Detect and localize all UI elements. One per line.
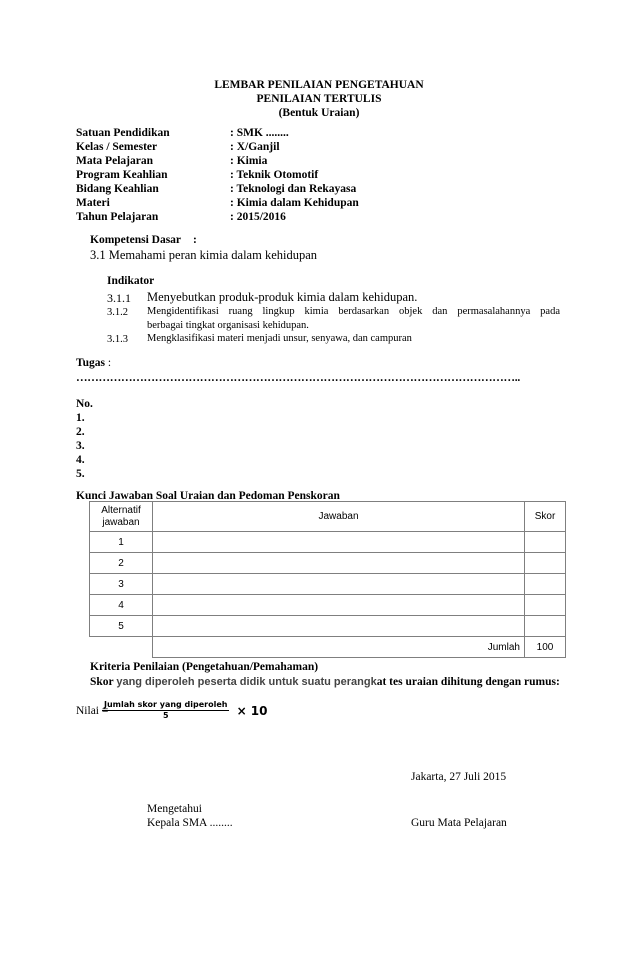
kunci-header-alt-line2: jawaban bbox=[102, 516, 140, 528]
meta-value-kelas: : X/Ganjil bbox=[230, 141, 280, 153]
question-number-3: 3. bbox=[76, 440, 85, 452]
tugas-colon: : bbox=[107, 357, 112, 369]
kunci-header-jawaban: Jawaban bbox=[153, 502, 525, 532]
kunci-row-number: 4 bbox=[90, 595, 153, 616]
kunci-total-blank bbox=[90, 637, 153, 658]
indikator-text-3: Mengklasifikasi materi menjadi unsur, senyawa, dan campuran bbox=[147, 333, 412, 344]
meta-label-materi: Materi bbox=[76, 197, 110, 209]
kunci-header-alternatif bbox=[90, 502, 153, 532]
kunci-row-skor bbox=[525, 616, 566, 637]
meta-label-mapel: Mata Pelajaran bbox=[76, 155, 153, 167]
signature-mengetahui: Mengetahui bbox=[147, 803, 202, 815]
indikator-text-1: Menyebutkan produk-produk kimia dalam kehidupan. bbox=[147, 290, 418, 304]
nilai-multiplier: × 10 bbox=[236, 703, 268, 718]
nilai-fraction bbox=[102, 700, 229, 721]
kriteria-title: Kriteria Penilaian (Pengetahuan/Pemahaman) bbox=[90, 661, 319, 673]
table-row bbox=[90, 574, 566, 595]
kd-text: 3.1 Memahami peran kimia dalam kehidupan bbox=[90, 248, 318, 262]
meta-label-tahun: Tahun Pelajaran bbox=[76, 211, 159, 223]
kunci-row-number: 2 bbox=[90, 553, 153, 574]
nilai-formula bbox=[102, 700, 268, 721]
tugas-label: Tugas bbox=[76, 357, 105, 369]
indikator-num-1: 3.1.1 bbox=[107, 291, 131, 305]
doc-title-line2: PENILAIAN TERTULIS bbox=[256, 93, 382, 105]
meta-label-program: Program Keahlian bbox=[76, 169, 168, 181]
question-number-2: 2. bbox=[76, 426, 85, 438]
kriteria-skor-c: at tes uraian dihitung dengan rumus: bbox=[376, 676, 560, 688]
doc-title-line1: LEMBAR PENILAIAN PENGETAHUAN bbox=[214, 79, 424, 91]
indikator-text-2: Mengidentifikasi ruang lingkup kimia berdasarkan objek dan permasalahannya pada bbox=[147, 306, 560, 317]
kd-label: Kompetensi Dasar bbox=[90, 234, 182, 246]
kunci-total-value: 100 bbox=[525, 637, 566, 658]
indikator-text-2b: berbagai tingkat organisasi kehidupan. bbox=[147, 320, 309, 331]
kunci-row-skor bbox=[525, 574, 566, 595]
meta-value-materi: : Kimia dalam Kehidupan bbox=[230, 197, 359, 209]
signature-kepala: Kepala SMA ........ bbox=[147, 817, 233, 829]
kunci-row-number: 3 bbox=[90, 574, 153, 595]
kriteria-skor-a: Skor bbox=[90, 676, 117, 688]
kd-colon: : bbox=[193, 234, 197, 246]
meta-label-kelas: Kelas / Semester bbox=[76, 141, 158, 153]
signature-place-date: Jakarta, 27 Juli 2015 bbox=[411, 771, 507, 783]
kunci-row-jawaban bbox=[153, 595, 525, 616]
meta-label-bidang: Bidang Keahlian bbox=[76, 183, 159, 195]
kunci-row-number: 5 bbox=[90, 616, 153, 637]
kunci-row-skor bbox=[525, 595, 566, 616]
tugas-dots: ……………………………………………………………………………………………………….. bbox=[76, 372, 520, 384]
question-number-4: 4. bbox=[76, 454, 85, 466]
table-row bbox=[90, 616, 566, 637]
table-row bbox=[90, 595, 566, 616]
kunci-row-jawaban bbox=[153, 616, 525, 637]
kunci-header-alt-line1: Alternatif bbox=[101, 504, 141, 516]
nilai-denominator: 5 bbox=[162, 711, 169, 720]
kunci-row-jawaban bbox=[153, 553, 525, 574]
signature-guru: Guru Mata Pelajaran bbox=[411, 817, 507, 829]
kunci-row-skor bbox=[525, 553, 566, 574]
meta-label-satuan: Satuan Pendidikan bbox=[76, 127, 170, 139]
nilai-label: Nilai = bbox=[76, 705, 109, 717]
table-row bbox=[90, 553, 566, 574]
nilai-numerator: Jumlah skor yang diperoleh bbox=[104, 700, 228, 709]
indikator-label: Indikator bbox=[107, 275, 155, 287]
kriteria-skor-b: yang diperoleh peserta didik untuk suatu perangk bbox=[116, 676, 377, 688]
kunci-row-jawaban bbox=[153, 574, 525, 595]
doc-title-line3: (Bentuk Uraian) bbox=[278, 107, 360, 119]
kunci-header-skor: Skor bbox=[525, 502, 566, 532]
kunci-total-row bbox=[90, 637, 566, 658]
kunci-row-jawaban bbox=[153, 532, 525, 553]
kunci-title: Kunci Jawaban Soal Uraian dan Pedoman Penskoran bbox=[76, 490, 340, 502]
meta-value-bidang: : Teknologi dan Rekayasa bbox=[230, 183, 357, 195]
kunci-table bbox=[89, 501, 566, 658]
meta-value-mapel: : Kimia bbox=[230, 155, 268, 167]
indikator-num-2: 3.1.2 bbox=[107, 307, 128, 318]
questions-header: No. bbox=[76, 398, 93, 410]
indikator-num-3: 3.1.3 bbox=[107, 334, 128, 345]
kriteria-skor-line bbox=[90, 676, 560, 688]
meta-value-tahun: : 2015/2016 bbox=[230, 211, 286, 223]
meta-value-program: : Teknik Otomotif bbox=[230, 169, 319, 181]
kunci-header-row bbox=[90, 502, 566, 532]
kunci-row-skor bbox=[525, 532, 566, 553]
tugas-line bbox=[76, 357, 111, 369]
kunci-total-label: Jumlah bbox=[153, 637, 525, 658]
table-row bbox=[90, 532, 566, 553]
meta-value-satuan: : SMK ........ bbox=[230, 127, 289, 139]
kunci-row-number: 1 bbox=[90, 532, 153, 553]
question-number-1: 1. bbox=[76, 412, 85, 424]
question-number-5: 5. bbox=[76, 468, 85, 480]
